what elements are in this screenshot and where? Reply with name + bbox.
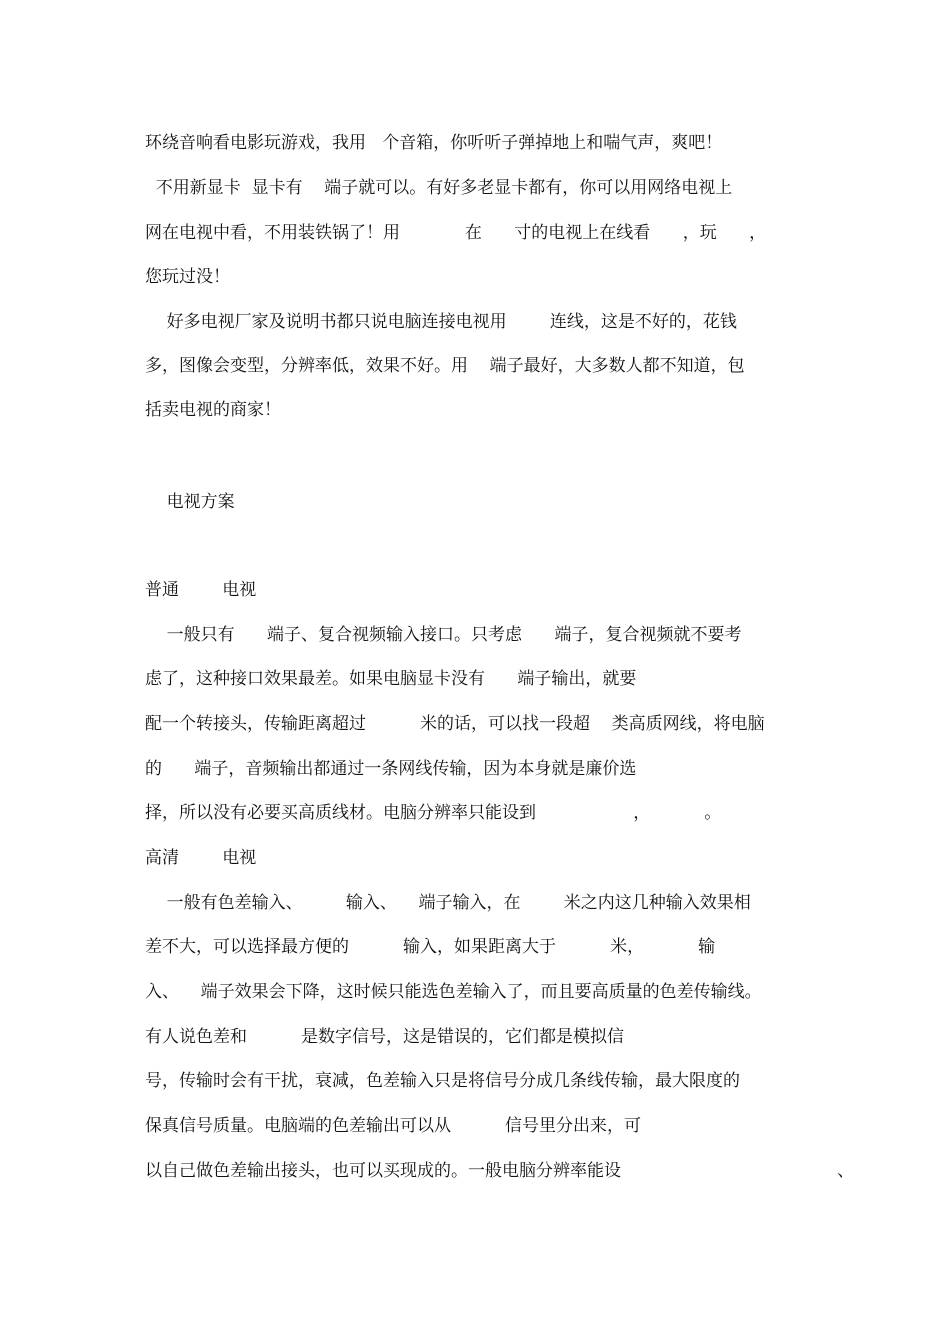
subsection2-line-3: 入、 端子效果会下降，这时候只能选色差输入了，而且要高质量的色差传输线。 xyxy=(145,982,762,1002)
subsection2-title: 高清 电视 xyxy=(145,848,257,868)
para3-line-3: 括卖电视的商家！ xyxy=(145,400,281,420)
subsection1-line-4: 的 端子，音频输出都通过一条网线传输，因为本身就是廉价选 xyxy=(145,759,637,779)
subsection1-line-1: 一般只有 端子、复合视频输入接口。只考虑 端子，复合视频就不要考 xyxy=(145,625,742,645)
subsection1-line-5: 择，所以没有必要买高质线材。电脑分辨率只能设到 ， 。 xyxy=(145,803,722,823)
subsection2-line-6: 保真信号质量。电脑端的色差输出可以从 信号里分出来，可 xyxy=(145,1116,642,1136)
para3-line-2: 多，图像会变型，分辨率低，效果不好。用 端子最好，大多数人都不知道，包 xyxy=(145,356,745,376)
subsection2-line-2: 差不大，可以选择最方便的 输入，如果距离大于 米， 输 xyxy=(145,937,716,957)
subsection2-line-4: 有人说色差和 是数字信号，这是错误的，它们都是模拟信 xyxy=(145,1027,625,1047)
para2-line-3: 您玩过没！ xyxy=(145,267,230,287)
para2-line-2: 网在电视中看，不用装铁锅了！用 在 寸的电视上在线看 ，玩 ， xyxy=(145,223,767,243)
subsection1-title: 普通 电视 xyxy=(145,580,257,600)
subsection2-line-5: 号，传输时会有干扰，衰减，色差输入只是将信号分成几条线传输，最大限度的 xyxy=(145,1071,740,1091)
subsection1-line-3: 配一个转接头，传输距离超过 米的话，可以找一段超 类高质网线，将电脑 xyxy=(145,714,765,734)
para3-line-1: 好多电视厂家及说明书都只说电脑连接电视用 连线，这是不好的，花钱 xyxy=(145,312,737,332)
para1-line-1: 环绕音响看电影玩游戏，我用 个音箱，你听听子弹掉地上和喘气声，爽吧！ xyxy=(145,133,723,153)
para2-line-1: 不用新显卡 显卡有 端子就可以。有好多老显卡都有，你可以用网络电视上 xyxy=(145,178,733,198)
subsection2-line-1: 一般有色差输入、 输入、 端子输入，在 米之内这几种输入效果相 xyxy=(145,893,751,913)
subsection2-line-7: 以自己做色差输出接头，也可以买现成的。一般电脑分辨率能设 、 xyxy=(145,1161,855,1181)
subsection1-line-2: 虑了，这种接口效果最差。如果电脑显卡没有 端子输出，就要 xyxy=(145,669,637,689)
section-title: 电视方案 xyxy=(145,492,235,512)
